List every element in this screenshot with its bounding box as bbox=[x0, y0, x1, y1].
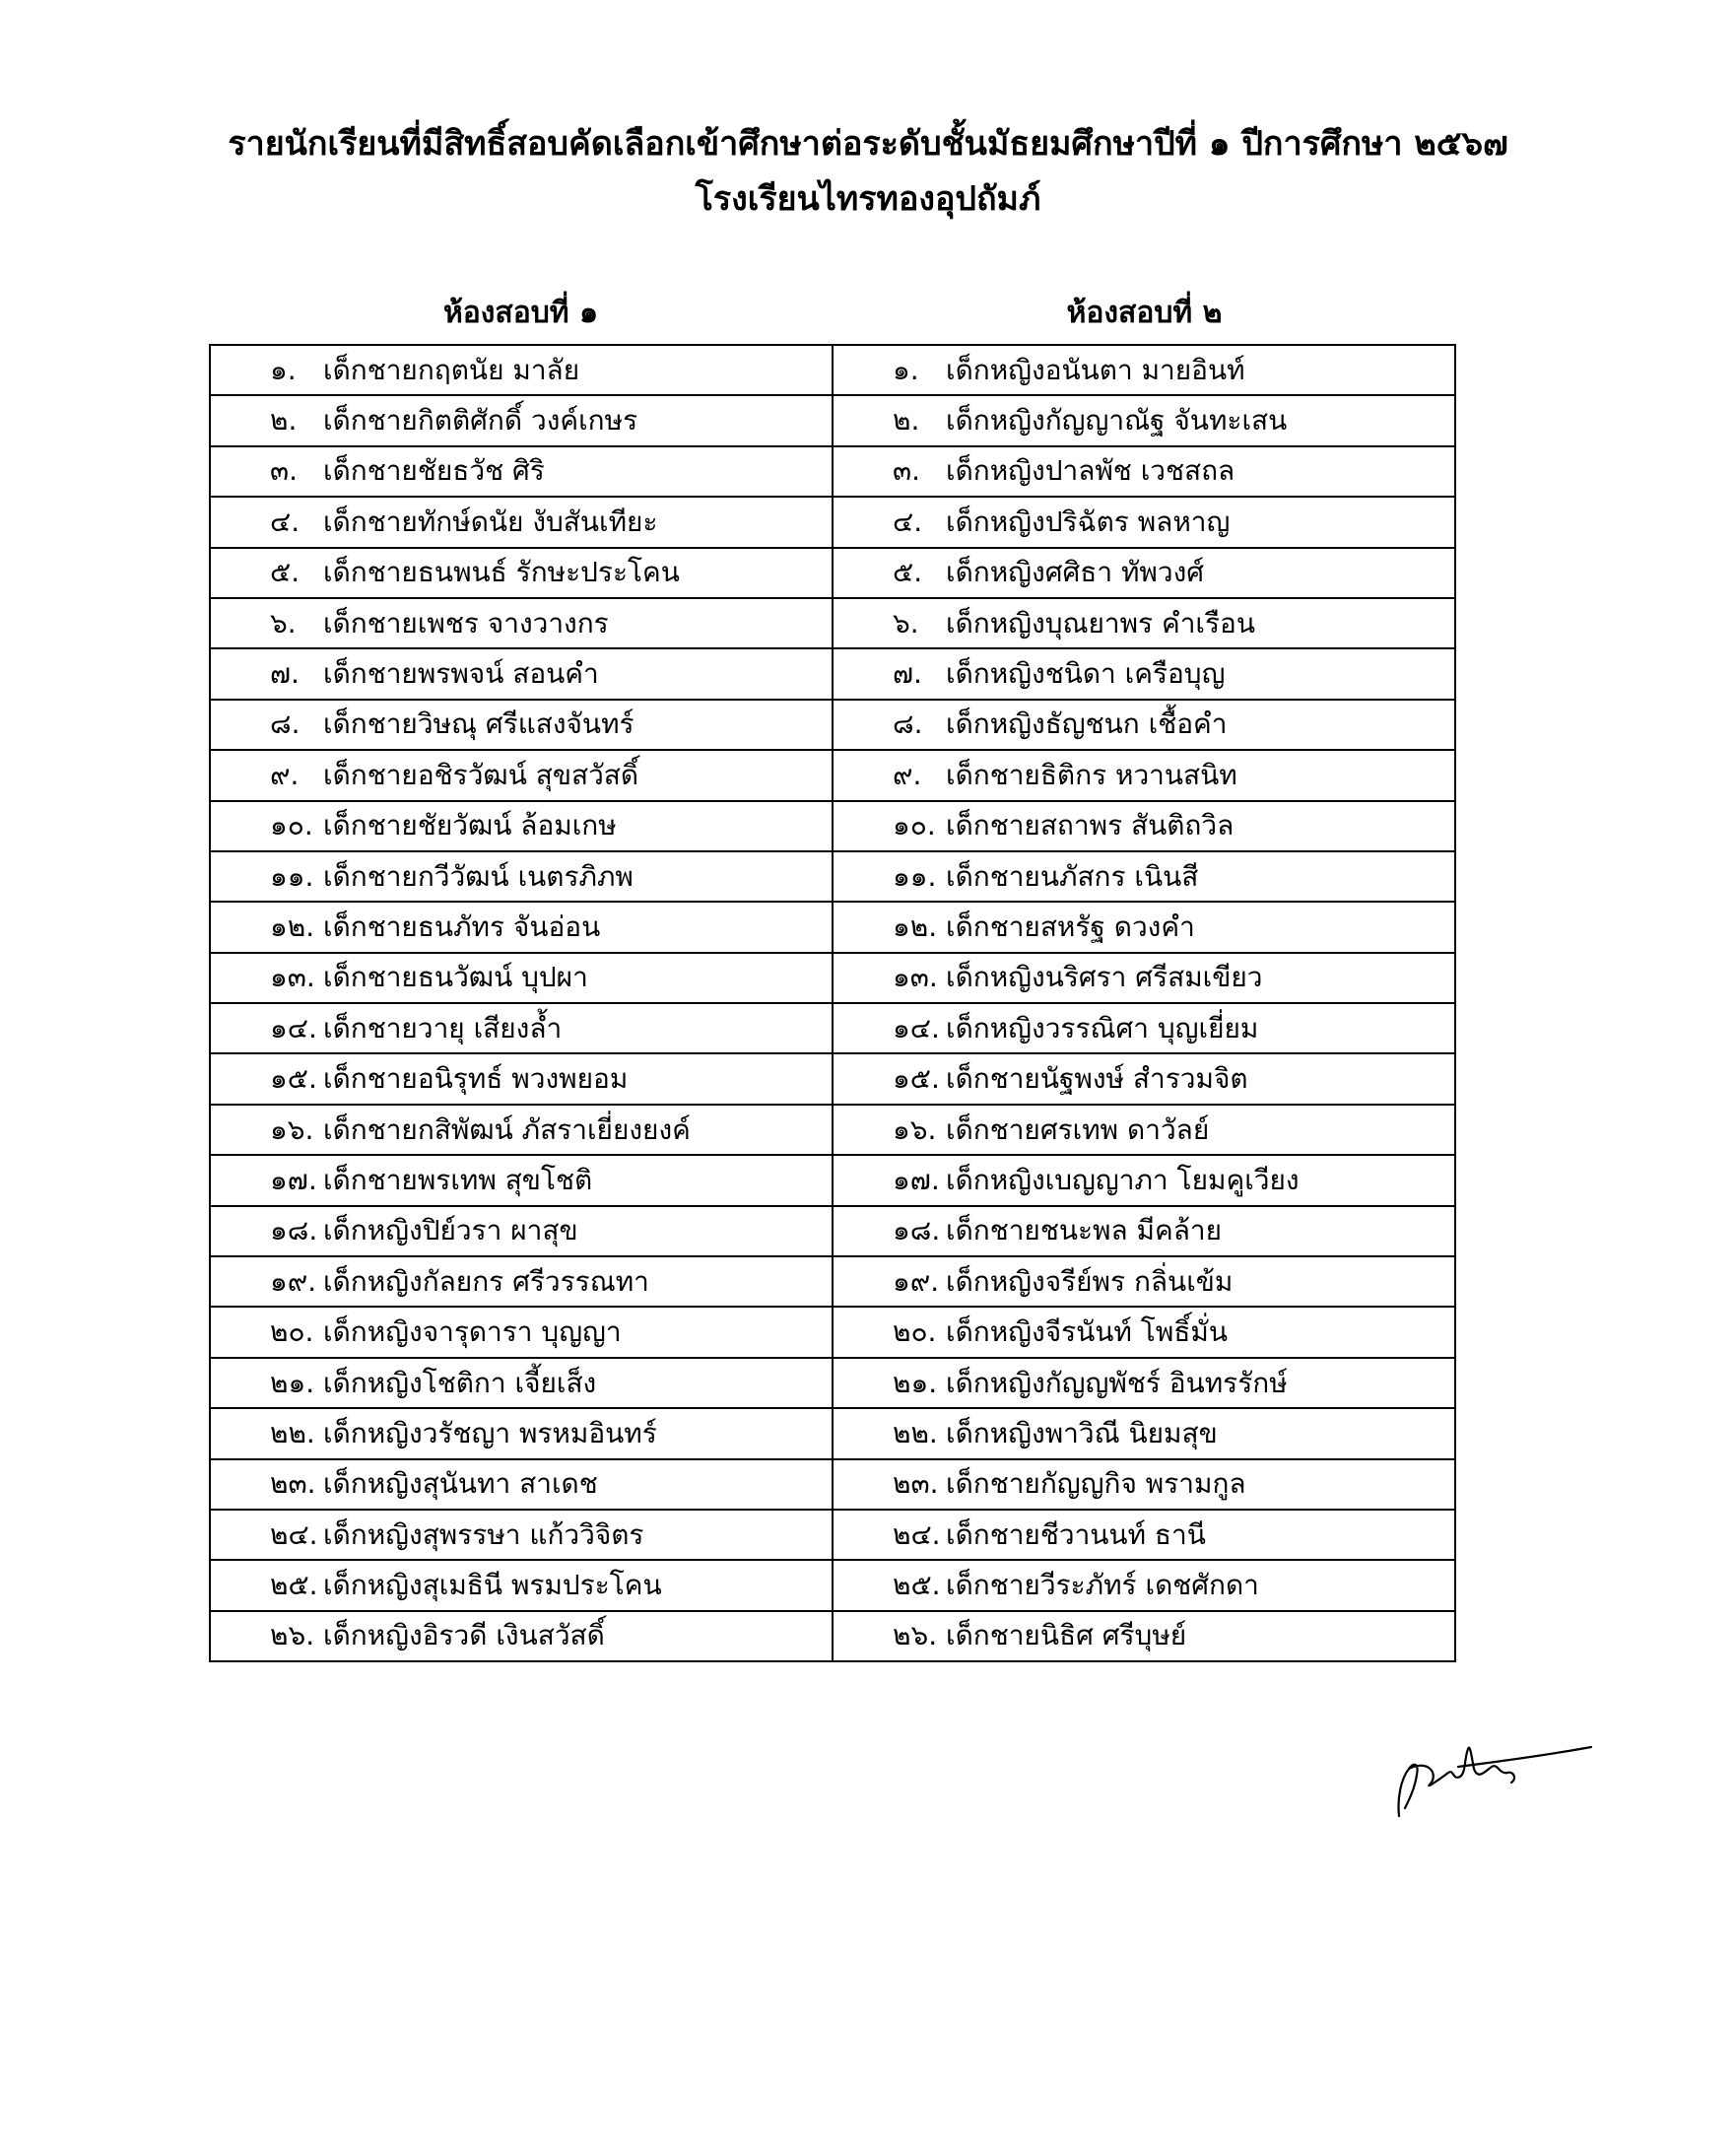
student-number: ๔. bbox=[893, 505, 923, 538]
room-1-student-cell bbox=[210, 1459, 833, 1510]
student-number: ๑๔. bbox=[893, 1011, 940, 1044]
student-name: เด็กหญิงโชติกา เจี้ยเส็ง bbox=[323, 1366, 597, 1399]
room-1-student-cell bbox=[210, 497, 833, 547]
table-row bbox=[210, 648, 1455, 699]
room-1-student-cell bbox=[210, 1155, 833, 1205]
student-name: เด็กชายธนวัฒน์ บุปผา bbox=[323, 961, 588, 994]
student-name: เด็กชายพรเทพ สุขโชติ bbox=[323, 1163, 593, 1196]
room-1-student-cell bbox=[210, 801, 833, 851]
student-name: เด็กชายกสิพัฒน์ ภัสราเยี่ยงยงค์ bbox=[323, 1112, 691, 1146]
room-2-student-cell bbox=[833, 1459, 1455, 1510]
student-number: ๑๘. bbox=[270, 1214, 318, 1247]
room-2-student-cell bbox=[833, 446, 1455, 497]
student-name: เด็กหญิงศศิธา ทัพวงศ์ bbox=[946, 556, 1205, 589]
title-line-1: รายนักเรียนที่มีสิทธิ์สอบคัดเลือกเข้าศึกษาต่อระดับชั้นมัธยมศึกษาปีที่ ๑ ปีการศึกษา ๒๕๖๗ bbox=[228, 124, 1508, 164]
student-name: เด็กหญิงกัญญพัชร์ อินทรรักษ์ bbox=[946, 1366, 1288, 1399]
student-name: เด็กหญิงกัญญาณัฐ จันทะเสน bbox=[946, 404, 1288, 438]
student-number: ๑๔. bbox=[270, 1011, 317, 1044]
student-number: ๙. bbox=[270, 758, 300, 791]
student-number: ๒๕. bbox=[893, 1569, 941, 1602]
student-name: เด็กหญิงธัญชนก เชื้อคำ bbox=[946, 707, 1228, 741]
room-2-student-cell bbox=[833, 1206, 1455, 1256]
student-number: ๑๕. bbox=[893, 1062, 940, 1096]
table-row bbox=[210, 1155, 1455, 1205]
room-2-student-cell bbox=[833, 750, 1455, 800]
student-name: เด็กชายกัญญกิจ พรามกูล bbox=[946, 1467, 1246, 1501]
room-1-student-cell bbox=[210, 750, 833, 800]
student-number: ๓. bbox=[270, 454, 299, 488]
student-name: เด็กชายสหรัฐ ดวงคำ bbox=[946, 909, 1195, 943]
student-name: เด็กชายกิตติศักดิ์ วงค์เกษร bbox=[323, 404, 638, 438]
student-name: เด็กหญิงกัลยกร ศรีวรรณทา bbox=[323, 1264, 649, 1298]
table-row bbox=[210, 446, 1455, 497]
student-number: ๒๑. bbox=[270, 1366, 315, 1399]
student-name: เด็กชายนภัสกร เนินสี bbox=[946, 859, 1199, 893]
room-2-student-cell bbox=[833, 1307, 1455, 1357]
student-name: เด็กชายนิธิศ ศรีบุษย์ bbox=[946, 1619, 1187, 1652]
student-name: เด็กชายนัฐพงษ์ สำรวมจิต bbox=[946, 1062, 1248, 1096]
room-2-heading: ห้องสอบที่ ๒ bbox=[1066, 296, 1223, 330]
student-number: ๑๙. bbox=[893, 1264, 940, 1298]
student-number: ๘. bbox=[270, 707, 300, 741]
student-name: เด็กหญิงสุนันทา สาเดช bbox=[323, 1467, 598, 1501]
student-name: เด็กชายวิษณุ ศรีแสงจันทร์ bbox=[323, 707, 634, 741]
student-number: ๑๓. bbox=[893, 961, 938, 994]
student-name: เด็กหญิงปาลพัช เวชสถล bbox=[946, 454, 1235, 488]
table-row bbox=[210, 395, 1455, 445]
signature-image bbox=[1369, 1729, 1596, 1828]
student-number: ๒๔. bbox=[270, 1517, 318, 1551]
table-row bbox=[210, 801, 1455, 851]
table-row bbox=[210, 1611, 1455, 1661]
room-2-student-cell bbox=[833, 497, 1455, 547]
student-number: ๑๐. bbox=[270, 809, 313, 842]
student-number: ๑๖. bbox=[270, 1112, 314, 1146]
student-number: ๒๑. bbox=[893, 1366, 938, 1399]
room-1-student-cell bbox=[210, 1105, 833, 1155]
room-1-student-cell bbox=[210, 395, 833, 445]
table-row bbox=[210, 1560, 1455, 1610]
student-number: ๒๐. bbox=[893, 1315, 937, 1349]
table-row bbox=[210, 700, 1455, 750]
student-name: เด็กหญิงสุเมธินี พรมประโคน bbox=[323, 1569, 662, 1602]
student-name: เด็กหญิงบุณยาพร คำเรือน bbox=[946, 606, 1255, 640]
student-number: ๒๓. bbox=[893, 1467, 939, 1501]
room-1-student-cell bbox=[210, 1408, 833, 1458]
room-2-student-cell bbox=[833, 700, 1455, 750]
student-number: ๑๗. bbox=[893, 1163, 940, 1196]
student-name: เด็กชายอชิรวัฒน์ สุขสวัสดิ์ bbox=[323, 758, 639, 791]
student-name: เด็กชายชนะพล มีคล้าย bbox=[946, 1214, 1223, 1247]
student-name: เด็กหญิงพาวิณี นิยมสุข bbox=[946, 1416, 1218, 1449]
table-row bbox=[210, 1105, 1455, 1155]
student-number: ๒๒. bbox=[270, 1416, 315, 1449]
room-1-student-cell bbox=[210, 548, 833, 598]
room-2-student-cell bbox=[833, 1105, 1455, 1155]
student-name: เด็กหญิงสุพรรษา แก้ววิจิตร bbox=[323, 1517, 644, 1551]
student-number: ๑๑. bbox=[893, 859, 937, 893]
student-number: ๑๒. bbox=[270, 909, 315, 943]
student-number: ๑๐. bbox=[893, 809, 936, 842]
room-2-student-cell bbox=[833, 1003, 1455, 1053]
room-1-student-cell bbox=[210, 446, 833, 497]
student-name: เด็กหญิงจารุดารา บุญญา bbox=[323, 1315, 622, 1349]
room-1-student-cell bbox=[210, 700, 833, 750]
student-number: ๙. bbox=[893, 758, 922, 791]
student-number: ๑๖. bbox=[893, 1112, 937, 1146]
student-number: ๑. bbox=[270, 353, 297, 386]
student-number: ๔. bbox=[270, 505, 300, 538]
student-number: ๒๒. bbox=[893, 1416, 938, 1449]
student-number: ๒๖. bbox=[893, 1619, 938, 1652]
table-row bbox=[210, 497, 1455, 547]
student-number: ๕. bbox=[270, 556, 300, 589]
student-name: เด็กหญิงปิย์วรา ผาสุข bbox=[323, 1214, 578, 1247]
title-line-2: โรงเรียนไทรทองอุปถัมภ์ bbox=[695, 179, 1041, 219]
student-number: ๑๕. bbox=[270, 1062, 317, 1096]
student-number: ๖. bbox=[270, 606, 297, 640]
student-number: ๒๔. bbox=[893, 1517, 941, 1551]
student-name: เด็กหญิงอิรวดี เงินสวัสดิ์ bbox=[323, 1619, 605, 1652]
table-row bbox=[210, 1459, 1455, 1510]
table-row bbox=[210, 851, 1455, 902]
room-2-student-cell bbox=[833, 598, 1455, 648]
room-2-student-cell bbox=[833, 1611, 1455, 1661]
table-row bbox=[210, 345, 1455, 395]
student-number: ๑๒. bbox=[893, 909, 938, 943]
student-name: เด็กชายพรพจน์ สอนคำ bbox=[323, 657, 599, 691]
room-2-student-cell bbox=[833, 548, 1455, 598]
table-row bbox=[210, 1003, 1455, 1053]
room-2-student-cell bbox=[833, 953, 1455, 1003]
student-number: ๓. bbox=[893, 454, 921, 488]
table-row bbox=[210, 953, 1455, 1003]
student-number: ๗. bbox=[893, 657, 922, 691]
student-name: เด็กชายชัยวัฒน์ ล้อมเกษ bbox=[323, 809, 617, 842]
student-name: เด็กชายธนภัทร จันอ่อน bbox=[323, 909, 601, 943]
room-1-student-cell bbox=[210, 598, 833, 648]
student-name: เด็กชายชัยธวัช ศิริ bbox=[323, 454, 545, 488]
room-2-student-cell bbox=[833, 1155, 1455, 1205]
student-name: เด็กชายวีระภัทร์ เดชศักดา bbox=[946, 1569, 1259, 1602]
room-headings bbox=[209, 286, 1456, 341]
table-row bbox=[210, 1408, 1455, 1458]
room-1-student-cell bbox=[210, 1560, 833, 1610]
student-number: ๗. bbox=[270, 657, 300, 691]
table-row bbox=[210, 598, 1455, 648]
student-name: เด็กหญิงนริศรา ศรีสมเขียว bbox=[946, 961, 1263, 994]
student-number: ๑๙. bbox=[270, 1264, 317, 1298]
student-roster-table bbox=[209, 344, 1456, 1662]
student-name: เด็กชายกฤตนัย มาลัย bbox=[323, 353, 580, 386]
table-row bbox=[210, 1307, 1455, 1357]
room-1-student-cell bbox=[210, 953, 833, 1003]
student-number: ๕. bbox=[893, 556, 923, 589]
room-2-student-cell bbox=[833, 1053, 1455, 1104]
student-number: ๑๗. bbox=[270, 1163, 317, 1196]
student-name: เด็กหญิงจีรนันท์ โพธิ์มั่น bbox=[946, 1315, 1228, 1349]
room-2-student-cell bbox=[833, 648, 1455, 699]
room-2-student-cell bbox=[833, 1510, 1455, 1560]
room-1-student-cell bbox=[210, 1307, 833, 1357]
student-name: เด็กชายธิติกร หวานสนิท bbox=[946, 758, 1237, 791]
student-name: เด็กหญิงวรรณิศา บุญเยี่ยม bbox=[946, 1011, 1259, 1044]
student-name: เด็กชายธนพนธ์ รักษะประโคน bbox=[323, 556, 680, 589]
student-name: เด็กหญิงเบญญาภา โยมคูเวียง bbox=[946, 1163, 1300, 1196]
table-row bbox=[210, 750, 1455, 800]
roster-body bbox=[210, 345, 1455, 1661]
room-1-student-cell bbox=[210, 902, 833, 952]
student-number: ๒. bbox=[270, 404, 298, 438]
room-2-student-cell bbox=[833, 902, 1455, 952]
student-number: ๒. bbox=[893, 404, 920, 438]
student-number: ๑๓. bbox=[270, 961, 315, 994]
student-number: ๑๑. bbox=[270, 859, 314, 893]
room-1-student-cell bbox=[210, 345, 833, 395]
student-name: เด็กชายเพชร จางวางกร bbox=[323, 606, 609, 640]
student-number: ๑๘. bbox=[893, 1214, 941, 1247]
student-name: เด็กหญิงอนันตา มายอินท์ bbox=[946, 353, 1245, 386]
room-1-student-cell bbox=[210, 1256, 833, 1307]
student-name: เด็กชายวายุ เสียงล้ำ bbox=[323, 1011, 563, 1044]
table-row bbox=[210, 1510, 1455, 1560]
room-2-student-cell bbox=[833, 1560, 1455, 1610]
room-1-heading: ห้องสอบที่ ๑ bbox=[442, 296, 599, 330]
room-1-student-cell bbox=[210, 648, 833, 699]
room-1-student-cell bbox=[210, 1206, 833, 1256]
table-row bbox=[210, 1053, 1455, 1104]
room-1-student-cell bbox=[210, 1510, 833, 1560]
student-name: เด็กชายทักษ์ดนัย งับสันเทียะ bbox=[323, 505, 658, 538]
student-name: เด็กชายอนิรุทธ์ พวงพยอม bbox=[323, 1062, 629, 1096]
student-name: เด็กหญิงชนิดา เครือบุญ bbox=[946, 657, 1226, 691]
student-number: ๒๐. bbox=[270, 1315, 314, 1349]
room-2-student-cell bbox=[833, 1358, 1455, 1408]
student-number: ๑. bbox=[893, 353, 919, 386]
student-name: เด็กหญิงปริฉัตร พลหาญ bbox=[946, 505, 1231, 538]
student-name: เด็กชายชีวานนท์ ธานี bbox=[946, 1517, 1206, 1551]
room-2-student-cell bbox=[833, 851, 1455, 902]
room-2-student-cell bbox=[833, 395, 1455, 445]
student-name: เด็กหญิงวรัชญา พรหมอินทร์ bbox=[323, 1416, 657, 1449]
room-1-student-cell bbox=[210, 1611, 833, 1661]
table-row bbox=[210, 548, 1455, 598]
table-row bbox=[210, 1256, 1455, 1307]
room-2-student-cell bbox=[833, 1408, 1455, 1458]
document-title bbox=[0, 116, 1736, 227]
student-number: ๒๕. bbox=[270, 1569, 318, 1602]
student-number: ๒๖. bbox=[270, 1619, 315, 1652]
student-number: ๖. bbox=[893, 606, 919, 640]
student-name: เด็กหญิงจรีย์พร กลิ่นเข้ม bbox=[946, 1264, 1234, 1298]
table-row bbox=[210, 1206, 1455, 1256]
room-2-student-cell bbox=[833, 345, 1455, 395]
room-1-student-cell bbox=[210, 1003, 833, 1053]
student-name: เด็กชายสถาพร สันติถวิล bbox=[946, 809, 1235, 842]
room-2-student-cell bbox=[833, 801, 1455, 851]
room-1-student-cell bbox=[210, 1053, 833, 1104]
student-number: ๒๓. bbox=[270, 1467, 316, 1501]
room-1-student-cell bbox=[210, 851, 833, 902]
table-row bbox=[210, 902, 1455, 952]
student-number: ๘. bbox=[893, 707, 923, 741]
room-1-student-cell bbox=[210, 1358, 833, 1408]
table-row bbox=[210, 1358, 1455, 1408]
room-2-student-cell bbox=[833, 1256, 1455, 1307]
student-name: เด็กชายศรเทพ ดาวัลย์ bbox=[946, 1112, 1210, 1146]
student-name: เด็กชายกวีวัฒน์ เนตรภิภพ bbox=[323, 859, 634, 893]
